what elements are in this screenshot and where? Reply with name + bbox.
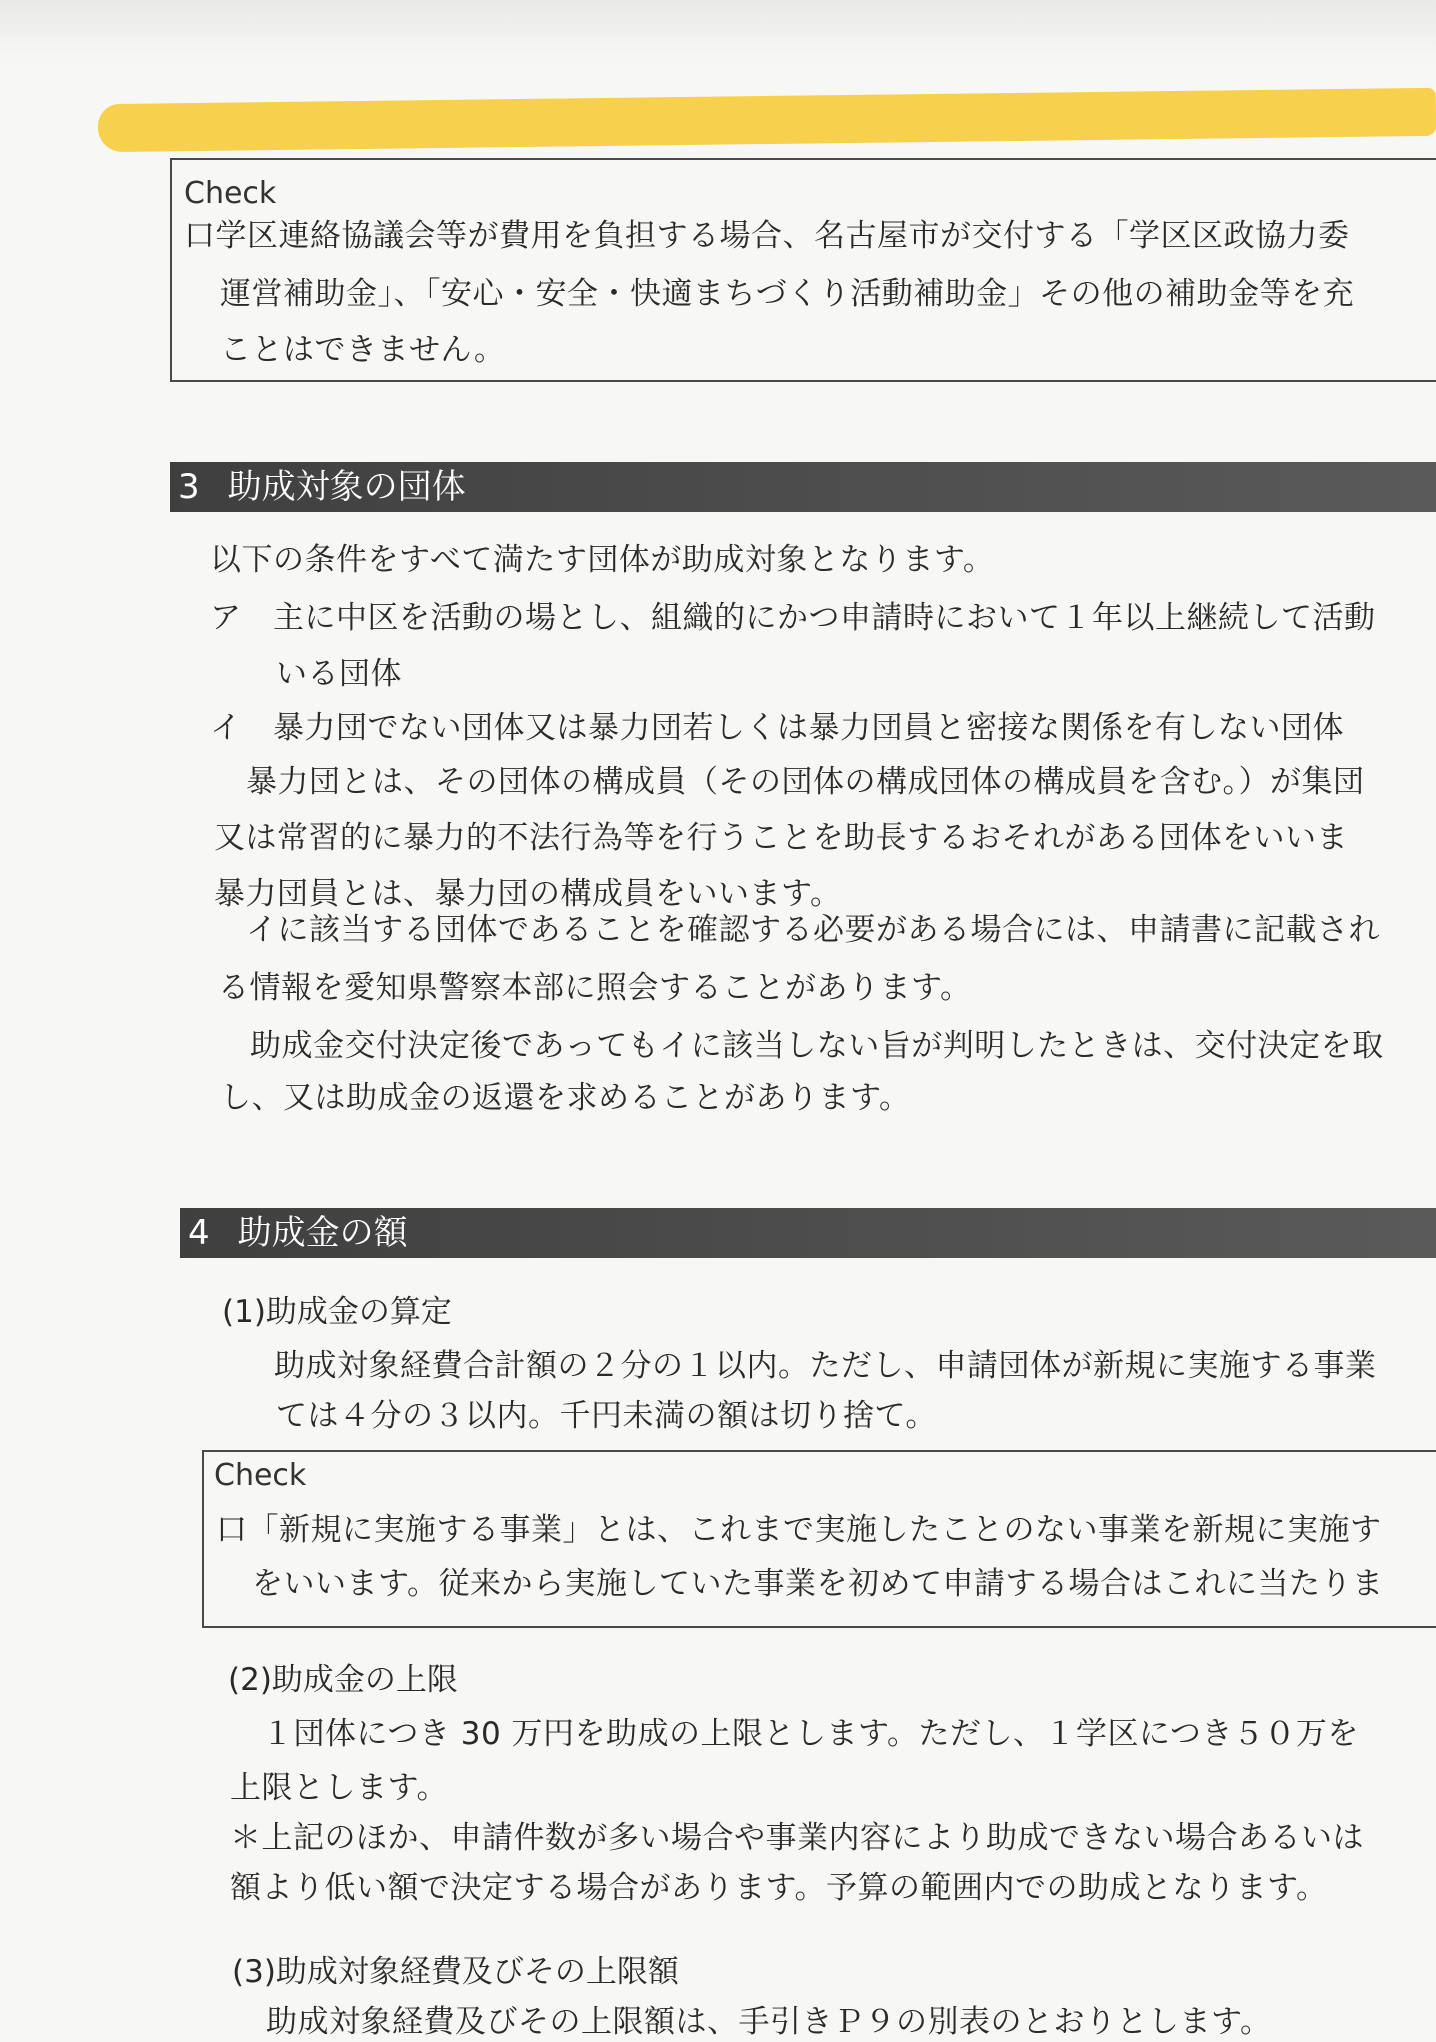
section-3-line-4: イ 暴力団でない団体又は暴力団若しくは暴力団員と密接な関係を有しない団体 — [210, 710, 1344, 746]
check-box-2-line-2: をいいます。従来から実施していた事業を初めて申請する場合はこれに当たりま — [252, 1566, 1384, 1602]
subsection-1-line-1: 助成対象経費合計額の２分の１以内。ただし、申請団体が新規に実施する事業 — [274, 1348, 1377, 1384]
section-3-line-1: 以下の条件をすべて満たす団体が助成対象となります。 — [210, 542, 995, 578]
subsection-3-heading: (3)助成対象経費及びその上限額 — [232, 1954, 679, 1990]
check-box-2-line-1: 口「新規に実施する事業」とは、これまで実施したことのない事業を新規に実施す — [216, 1512, 1382, 1548]
section-3-line-5: 暴力団とは、その団体の構成員（その団体の構成団体の構成員を含む。）が集団 — [246, 764, 1365, 800]
section-3-line-7: 暴力団員とは、暴力団の構成員をいいます。 — [214, 876, 842, 912]
section-3-title: 助成対象の団体 — [227, 467, 466, 507]
subsection-1-line-2: ては４分の３以内。千円未満の額は切り捨て。 — [276, 1398, 937, 1434]
subsection-2-line-1: １団体につき 30 万円を助成の上限とします。ただし、１学区につき５０万を — [262, 1716, 1359, 1752]
section-3-line-2: ア 主に中区を活動の場とし、組織的にかつ申請時において１年以上継続して活動 — [210, 600, 1376, 636]
check-box-2-label: Check — [214, 1458, 307, 1493]
check-box-1-label: Check — [184, 176, 277, 211]
check-box-1-line-2: 運営補助金」、「安心・安全・快適まちづくり活動補助金」その他の補助金等を充 — [220, 276, 1355, 312]
section-3-line-6: 又は常習的に暴力的不法行為等を行うことを助長するおそれがある団体をいいま — [214, 820, 1348, 856]
subsection-3-line-1: 助成対象経費及びその上限額は、手引きＰ９の別表のとおりとします。 — [266, 2004, 1272, 2040]
section-4-number: 4 — [188, 1213, 210, 1253]
section-3-line-9: る情報を愛知県警察本部に照会することがあります。 — [218, 970, 972, 1006]
section-3-line-3: いる団体 — [276, 656, 402, 692]
section-4-title: 助成金の額 — [237, 1213, 408, 1253]
section-3-line-10: 助成金交付決定後であってもイに該当しない旨が判明したときは、交付決定を取 — [250, 1028, 1384, 1064]
subsection-2-heading: (2)助成金の上限 — [228, 1662, 458, 1698]
section-3-number: 3 — [178, 467, 200, 507]
check-box-1-line-1: 口学区連絡協議会等が費用を負担する場合、名古屋市が交付する「学区区政協力委 — [184, 218, 1350, 254]
section-3-heading — [170, 462, 1436, 512]
section-3-line-11: し、又は助成金の返還を求めることがあります。 — [220, 1080, 911, 1116]
subsection-2-line-4: 額より低い額で決定する場合があります。予算の範囲内での助成となります。 — [230, 1870, 1328, 1906]
scan-page-edge — [0, 0, 1436, 60]
subsection-2-line-2: 上限とします。 — [230, 1770, 449, 1806]
subsection-2-line-3: ＊上記のほか、申請件数が多い場合や事業内容により助成できない場合あるいは — [230, 1820, 1364, 1856]
section-4-heading — [180, 1208, 1436, 1258]
section-3-line-8: イに該当する団体であることを確認する必要がある場合には、申請書に記載され — [246, 912, 1380, 948]
check-box-1-line-3: ことはできません。 — [220, 332, 506, 368]
yellow-highlighter-mark — [98, 88, 1436, 152]
subsection-1-heading: (1)助成金の算定 — [222, 1294, 452, 1330]
